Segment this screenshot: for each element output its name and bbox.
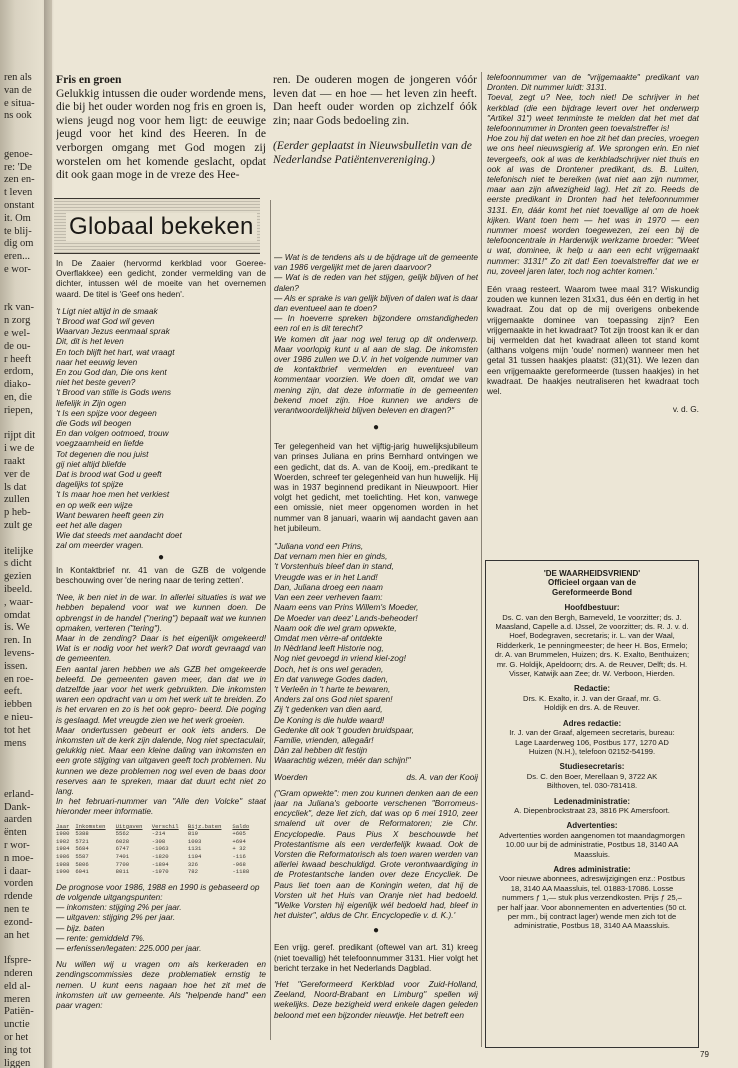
- gutter-text-fragment: diako-: [4, 379, 31, 391]
- table-cell: -1063: [151, 845, 169, 853]
- gutter-text-fragment: ver de: [4, 468, 30, 480]
- finance-table: [56, 823, 256, 876]
- gutter-text-fragment: te blij-: [4, 225, 32, 237]
- table-cell: -1970: [151, 868, 169, 876]
- gutter-text-fragment: zult ge: [4, 520, 33, 531]
- gutter-text-fragment: van de: [4, 84, 32, 96]
- table-cell: 6028: [115, 837, 130, 845]
- gutter-text-fragment: zullen: [4, 494, 30, 506]
- table-cell: 1980: [56, 830, 70, 838]
- column-middle: [274, 252, 478, 1048]
- gutter-text-fragment: issen.: [4, 660, 28, 672]
- colophon-title: 'DE WAARHEIDSVRIEND': [543, 569, 641, 578]
- table-cell: 819: [187, 830, 198, 838]
- gutter-text-fragment: de ou-: [4, 340, 31, 352]
- gutter-text-fragment: unctie: [4, 1019, 30, 1031]
- gutter-text-fragment: eeft.: [4, 686, 23, 698]
- signature-place: Woerden: [274, 771, 308, 782]
- gutter-text-fragment: i we de: [4, 443, 35, 455]
- gutter-text-fragment: rdende: [4, 891, 33, 903]
- table-cell: 1131: [187, 845, 202, 853]
- paragraph: In Kontaktbrief nr. 41 van de GZB de volgende beschouwing over 'de nering naar de tering zetten'.: [56, 564, 266, 585]
- gutter-text-fragment: i daar-: [4, 865, 31, 877]
- gutter-text-fragment: r wor-: [4, 840, 30, 851]
- colophon-heading: Hoofdbestuur:: [564, 603, 620, 613]
- gutter-text-fragment: ren. In: [4, 635, 32, 647]
- gutter-text-fragment: eld al-: [4, 980, 31, 992]
- column-left: [56, 258, 266, 1048]
- page-number: 79: [700, 1050, 709, 1059]
- separator-dot: ●: [157, 551, 165, 563]
- colophon-heading: Adres redactie:: [562, 718, 622, 728]
- gutter-text-fragment: tot het: [4, 724, 31, 736]
- gutter-text-fragment: Dank-: [4, 801, 31, 813]
- gutter-text-fragment: nen te: [4, 904, 30, 915]
- gutter-text-fragment: dig om: [4, 238, 34, 250]
- gutter-text-fragment: ing tot: [4, 1044, 32, 1056]
- table-row: [56, 845, 256, 853]
- colophon-text: Ds. C. van den Bergh, Barneveld, 1e voorzitter; ds. J. Maasland, Capelle a.d. IJssel, 2e voorzitter; ds. R. J. v. d. Hoef, Bodegraven, secretaris; ir. L. van der Waal, Ridderkerk, 1e penningmeester; de heer H. Bos, Ermelo; dr. A. van Brummelen, Huizen; drs. K. Exalto, Benthuizen; mr. G. Holdijk, Apeldoorn; drs. A. de Reuver, Delft; ds. H. Visser, Katwijk aan Zee; dr. W. Verboon, Hierden.: [494, 612, 690, 679]
- colophon-heading: Studiesecretaris:: [559, 762, 625, 772]
- paragraph: Toeval, zegt u? Nee, toch niet! De schrijver in het kerkblad (die een bijdrage levert over het onderwerp "Artikel 31") weet tenminste te melden dat het met dat telefoonnummer in Dronten geen toevalstreffer is!: [487, 92, 699, 134]
- table-cell: 1003: [187, 837, 202, 845]
- table-cell: +605: [232, 830, 246, 838]
- paragraph: Ter gelegenheid van het vijftig-jarig huwelijksjubileum van prinses Juliana en prins Bernhard ontvingen we een gedicht, dat ds. A. van de Kooij, em.-predikant te Woerden, schreef ter gelegenheid van hun huwelijk. Hij was in 1937 beginnend predikant in Nieuwpoort. Hier volgt het gedicht, met toelichting. Het kon, vanwege een omissie, niet meer opgenomen worden in het nummer van 8 januari, waarin wij aandacht gaven aan het jubileum.: [274, 441, 478, 533]
- separator-dot: ●: [372, 925, 380, 937]
- gutter-text-fragment: t leven: [4, 187, 33, 199]
- paragraph: Eén vraag resteert. Waarom twee maal 31? Wiskundig zouden we kunnen lezen 31x31, dus één en dertig in het kwadraat. Zou dat op de mij overigens onbekende vrijgemaakte dominee van toepassing zijn? Een vrijgemaakte in het kwadraat? Tot zijn troost kan ik er dan bij vermelden dat het kwadraat alleen tot stand komt (althans volgens mijn 'oude' normen) wanneer men het getal 31 tussen haakjes plaatst: (31)(31). We lezen dan een vrijgemaakte gereformeerde (tussen haakjes) in het kwadraat. De haakjes neutraliseren het kwadraat toch wel.: [487, 284, 699, 397]
- gutter-text-fragment: erland-: [4, 788, 34, 800]
- paragraph: Gelukkig intussen die ouder wordende mens, die bij het ouder worden nog fris en groen is, wiens jeugd nog voor hem ligt: de eeuwige jeugd voor het kind des Heeren. In de verborgen omgang met God mogen zij worstelen om het komende geslacht, opdat dit ook gaan moge in de vreze des Hee-: [56, 86, 266, 182]
- section-title: Globaal bekeken: [66, 213, 257, 241]
- paragraph: Nu willen wij u vragen om als kerkeraden en zendingscommissies deze problematiek ernstig te nemen. U kunt eens nagaan hoe het zit met de inkomsten uit uw gemeente. Als "helpende hand" een paar vragen:: [56, 959, 266, 1010]
- gutter-text-fragment: e nieu-: [4, 712, 33, 723]
- table-cell: 1982: [56, 837, 70, 845]
- table-cell: Inkomsten: [75, 822, 106, 830]
- gutter-text-fragment: n zorg: [4, 315, 31, 327]
- gutter-text-fragment: raakt: [4, 456, 25, 467]
- table-cell: Saldo: [232, 822, 250, 830]
- gutter-text-fragment: rk van-: [4, 302, 35, 314]
- colophon-text: Ds. C. den Boer, Merellaan 9, 3722 AK Bilthoven, tel. 030-781418.: [526, 771, 658, 791]
- poem: "Juliana vond een Prins, Dat vernam men hier en ginds, 't Vorstenhuis bleef dan in stand, Vreugde was er in het Land! Dan, Juliana droeg een naam Van een zeer verheven faam: Naam eens van Prins Willem's Moeder, De Moeder van deez' Lands-beheoder! Naam ook die wel gram opwekte, Omdat men vèrre-af ontdekte In Nèdrland leeft Historie nog, Nog niet gevoegd in vriend kiel-zog! Doch, het is ons wel geraden, En dat vanwege Godes daden, 't Verleên in 't harte te bewaren, Anders zal ons God niet sparen! Zij 't gedenken van dien aard, De Koning is die hulde waard! Gedenke dit ook 't gouden bruidspaar, Familie, vrienden, allegaâr! Dàn zal hebben dit festijn Waarachtig wézen, méér dan schijn!": [274, 541, 419, 766]
- colophon-text: Voor nieuwe abonnees, adreswijzigingen enz.: Postbus 18, 3140 AA Maassluis, tel. 01883-17086. Losse nummers ƒ 1,— stuk plus verzendkosten. Prijs ƒ 25,– per half jaar. Voor abonnementen en advertenties (50 ct. per mm., bij contract lager) wende men zich tot de administratie, Postbus 18, 3140 AA Maassluis.: [497, 874, 687, 931]
- colophon-heading: Adres administratie:: [553, 864, 631, 874]
- table-cell: 1984: [56, 845, 70, 853]
- gutter-text-fragment: zen en-: [4, 174, 35, 186]
- gutter-text-fragment: en, die: [4, 392, 32, 403]
- paragraph: In De Zaaier (hervormd kerkblad voor Goeree-Overflakkee) een gedicht, zonder vermelding van de dichter, intussen wél de moeite van het overnemen waard. De titel is 'Geef ons heden'.: [56, 258, 266, 299]
- table-row: [56, 861, 256, 869]
- table-cell: 1104: [187, 852, 202, 860]
- table-cell: -116: [232, 852, 246, 860]
- table-cell: -1894: [151, 860, 169, 868]
- quoted-text: — Wat is de tendens als u de bijdrage uit de gemeente van 1986 vergelijkt met de jaren daarvoor? — Wat is de reden van het stijgen, gelijk blijven of het dalen? — Als er sprake is van gelijk blijven of dalen wat is daar dan eventueel aan te doen? — In hoeverre spreken bijzondere omstandigheden een rol en is dit terecht? We komen dit jaar nog wel terug op dit onderwerp. Maar voorlopig kunt u al aan de slag. De inkomsten over 1986 zullen we D.V. in het volgende nummer van de kontaktbrief vermelden en eventueel van kommentaar voorzien. We doen dit, omdat we van mening zijn, dat deze informatie in de gemeenten bekend moet zijn. Hoe kunnen we anders de verantwoordelijkheid blijven beleven en dragen?": [274, 252, 478, 416]
- gutter-text-fragment: ibeeld.: [4, 584, 33, 595]
- gutter-text-fragment: lfspre-: [4, 955, 32, 967]
- section-banner: [54, 198, 260, 254]
- paragraph: telefoonnummer van de "vrijgemaakte" predikant van Dronten. Dit nummer luidt: 3131.: [487, 72, 699, 93]
- table-cell: Verschil: [151, 822, 179, 830]
- table-cell: 1990: [56, 868, 70, 876]
- table-cell: 326: [187, 860, 198, 868]
- gutter-text-fragment: ren als: [4, 72, 32, 83]
- gutter-text-fragment: an het: [4, 929, 30, 941]
- gutter-text-fragment: p heb-: [4, 507, 31, 519]
- gutter-text-fragment: meren: [4, 993, 31, 1005]
- signature: v. d. G.: [672, 404, 699, 415]
- gutter-text-fragment: ns ook: [4, 110, 32, 122]
- gutter-text-fragment: e wor-: [4, 264, 31, 275]
- gutter-text-fragment: r heeft: [4, 353, 32, 365]
- table-row: [56, 838, 256, 846]
- colophon-heading: Redactie:: [573, 684, 610, 694]
- table-cell: 5587: [75, 852, 89, 860]
- gutter-text-fragment: levens-: [4, 648, 35, 659]
- table-cell: 7401: [115, 852, 130, 860]
- colophon-text: Ir. J. van der Graaf, algemeen secretaris, bureau: Lage Laarderweg 106, Postbus 177, 1270 AD Huizen (N.H.), telefoon 02152-54199.: [509, 728, 675, 756]
- gutter-text-fragment: rijpt dit: [4, 430, 36, 442]
- source-note: (Eerder geplaatst in Nieuwsbulletin van de Nederlandse Patiëntenvereniging.): [273, 139, 472, 166]
- gutter-text-fragment: ënten: [4, 827, 27, 839]
- article-continuation: [273, 73, 477, 191]
- table-cell: 1988: [56, 860, 70, 868]
- table-cell: 1986: [56, 852, 70, 860]
- table-cell: -968: [232, 860, 246, 868]
- gutter-text-fragment: onstant: [4, 200, 35, 211]
- table-cell: 5684: [75, 845, 89, 853]
- table-row: [56, 853, 256, 861]
- table-cell: 6747: [115, 845, 130, 853]
- table-cell: 782: [187, 868, 198, 876]
- gutter-text-fragment: it. Om: [4, 212, 31, 224]
- colophon-heading: Ledenadministratie:: [553, 796, 630, 806]
- paragraph: De prognose voor 1986, 1988 en 1990 is gebaseerd op de volgende uitgangspunten: — inkomsten: stijging 2% per jaar. — uitgaven: stijging 2% per jaar. — bijz. baten — rente: gemiddeld 7%. — erfenissen/legaten: 225.000 per jaar.: [56, 881, 260, 953]
- table-row: [56, 868, 256, 876]
- separator-dot: ●: [372, 422, 380, 434]
- gutter-text-fragment: riepen,: [4, 404, 33, 416]
- gutter-text-fragment: iebben: [4, 699, 32, 711]
- quoted-text: 'Nee, ik ben niet in de war. In allerlei situaties is wat we hebben bepalend voor wat we kunnen doen. De opbrengst in de handel ("nering") bepaalt wat we kunnen opmaken, verteren ("tering"). Maar in de zending? Daar is het eigenlijk omgekeerd! Wat is er nodig voor het werk? Dat wordt gevraagd van de gemeenten. Een aantal jaren hebben we als GZB het omgekeerde beleefd. De gemeenten gaven meer, dan dat we in datzelfde jaar voor het werk gebruikten. Die inkomsten waren een opdracht van u om het werk uit te breiden. Zo is het ervaren en zo is het ook gepro- beerd. Die poging is geslaagd. Met vreugde zien we het werk groeien. Maar ondertussen gebeurt er ook iets anders. De inkomsten uit de kerk zijn dalende, Nog niet spectaculair, gelukkig niet. Maar een kleine daling van inkomsten en een grote stijging van uitgaven geeft toch problemen. Nu kunnen we deze problemen nog wel even de baas door reserves aan te spreken, maar dat duurt echt niet zo lang. In het februari-nummer van "Alle den Volcke" staat hieronder meer informatie.: [56, 592, 266, 817]
- colophon-text: Drs. K. Exalto, ir. J. van der Graaf, mr. G. Holdijk en drs. A. de Reuver.: [523, 693, 661, 713]
- gutter-text-fragment: e situa-: [4, 97, 35, 109]
- gutter-text-fragment: vorden: [4, 878, 34, 890]
- section-heading: Fris en groen: [56, 73, 122, 86]
- signature-author: ds. A. van der Kooij: [406, 771, 478, 782]
- table-cell: 8011: [115, 868, 130, 876]
- article-fris-en-groen: [56, 73, 266, 191]
- paragraph: 'Het "Gereformeerd Kerkblad voor Zuid-Holland, Zeeland, Noord-Brabant en Limburg" spellen wij wekelijks. Deze bezigheid werd enkele dagen geleden beloond met een bijzonder nieuwtje. Het betreft een: [274, 979, 478, 1020]
- table-row: [56, 823, 256, 831]
- table-row: [56, 830, 256, 838]
- table-cell: -1820: [151, 852, 169, 860]
- gutter-text-fragment: erdom,: [4, 366, 34, 378]
- poem: 't Ligt niet altijd in de smaak 't Brood wat God wil geven Waarvan Jezus eenmaal sprak Dit, dit is het leven En toch blijft het hart, wat vraagt naar het eeuwig leven En zou God dan, Die ons kent niet het beste geven? 't Brood van stille is Gods wens liefelijk in Zijn ogen 't Is een spijze voor degeen die Gods wil beogen En dan volgen ootmoed, trouw voegzaamheid en liefde Tot degenen die nou juist gij niet altijd bliefde Dat is brood wat God u geeft dagelijks tot spijze 't Is maar hoe men het verkiest en op welk een wijze Want bewaren heeft geen zin eet het alle dagen Wie dat steeds met aandacht doet zal om meerder vragen.: [56, 305, 182, 551]
- gutter-text-fragment: aarden: [4, 814, 32, 826]
- gutter-text-fragment: or het: [4, 1032, 29, 1043]
- gutter-text-fragment: ls dat: [4, 481, 27, 493]
- gutter-text-fragment: liggen: [4, 1057, 31, 1068]
- table-cell: -308: [151, 837, 166, 845]
- gutter-text-fragment: n moe-: [4, 852, 34, 864]
- table-cell: Bijz.baten: [187, 822, 222, 830]
- column-right-top: [487, 72, 699, 542]
- paragraph: Een vrijg. geref. predikant (oftewel van art. 31) kreeg (niet toevallig) hét telefoonnummer 3131. Hier volgt het bericht terzake in het Nederlands Dagblad.: [274, 942, 478, 973]
- table-cell: 5721: [75, 837, 89, 845]
- gutter-text-fragment: , waar-: [4, 596, 33, 608]
- paragraph: ren. De ouderen mogen de jongeren vóór leven dat — en hoe — het leven zin heeft. Dan heeft ouder worden op zichzelf óók zin; naar Gods bedoeling zin.: [273, 73, 477, 127]
- table-cell: 7700: [115, 860, 130, 868]
- gutter-text-fragment: itelijke: [4, 545, 34, 557]
- table-cell: +694: [232, 837, 246, 845]
- table-cell: + 32: [232, 845, 246, 853]
- colophon-subtitle: Officieel orgaan van de Gereformeerde Bond: [547, 578, 637, 597]
- gutter-text-fragment: ezond-: [4, 916, 33, 928]
- gutter-text-fragment: eren...: [4, 251, 30, 263]
- gutter-text-fragment: re: 'De: [4, 161, 32, 173]
- paragraph: Hoe zou hij dat weten en hoe zit het dan precies, vroegen we ons heel nieuwsgierig af. We sprongen erin. En niet tevergeefs, ook al was de kerkbladschrijver niet thuis en ook al was de Drontener predikant, ds. B. Luiten, telefonisch niet te bereiken (wat niet aan zijn nummer, maar aan zijn afwezigheid lag). Het zit zo. Reeds de eerste predikant in Dronten had het telefoonnummer 3131. En, dáár komt het niet toevallige al om de hoek kijken. Want toen hem — het was in 1970 — een nummer moest worden toegewezen, zei een bij de telefooncentrale in Harderwijk werkzame broeder: "Weet u wat, dominee, ik help u aan een echt vrijgemaakt nummer: 3131!" Zo zit dat! Een toevalstreffer dat we er nu, zoveel jaren later, toch nog achter komen.': [487, 133, 699, 276]
- column-divider: [481, 72, 482, 1047]
- poem-signature: [274, 772, 478, 782]
- gutter-text-fragment: is. We: [4, 622, 30, 634]
- table-cell: -1188: [232, 868, 250, 876]
- table-cell: Uitgaven: [115, 822, 143, 830]
- gutter-text-fragment: omdat: [4, 609, 31, 621]
- colophon-box: [485, 560, 699, 1048]
- gutter-text-fragment: Patiën-: [4, 1006, 34, 1018]
- paragraph: ("Gram opwekte": men zou kunnen denken aan de een jaar na Juliana's geboorte verschenen "Borromeus-encycliek", deze liet zich, dat was op 6 mei 1910, zeer smalend uit over de Reformatoren; zie Chr. Encyclopedie. Paus Pius X beschouwde het Protestantisme als een verderfelijk kwaad. Ook de Vorsten die Reformatorisch als toen waren werden van allerlei kwaad beschuldigd. Grote verontwaardiging in de Protestantsche landen over deze Encycliek. De Paus liet toen aan de Koningin weten, dat hij de Vorsten uit het Huis van Oranje niet had bedoeld. "Welke Vorsten hij eigenlijk wél bedoeld had, bleef in het duister", aldus de Chr. Encyclopedie v. d. K.).': [274, 787, 478, 921]
- table-cell: Jaar: [56, 822, 70, 830]
- table-cell: 5562: [115, 830, 130, 838]
- gutter-text-fragment: gezien: [4, 571, 32, 583]
- table-cell: 6041: [75, 868, 89, 876]
- page-fold-shadow: [44, 0, 54, 1068]
- table-cell: 5388: [75, 830, 89, 838]
- colophon-heading: Advertenties:: [566, 821, 618, 831]
- gutter-text-fragment: en roe-: [4, 673, 34, 685]
- table-cell: -214: [151, 830, 166, 838]
- gutter-text-fragment: nderen: [4, 968, 33, 979]
- colophon-text: Advertenties worden aangenomen tot maandagmorgen 10.00 uur bij de administratie, Postbus 18, 3140 AA Maassluis.: [499, 830, 685, 859]
- colophon-text: A. Diepenbrockstraat 23, 3816 PK Amersfoort.: [514, 805, 670, 815]
- gutter-text-fragment: e wel-: [4, 328, 30, 339]
- gutter-text-fragment: genoe-: [4, 148, 33, 160]
- gutter-text-fragment: s dicht: [4, 558, 32, 570]
- table-cell: 5806: [75, 860, 89, 868]
- gutter-text-fragment: mens: [4, 737, 27, 749]
- column-divider: [270, 200, 271, 1040]
